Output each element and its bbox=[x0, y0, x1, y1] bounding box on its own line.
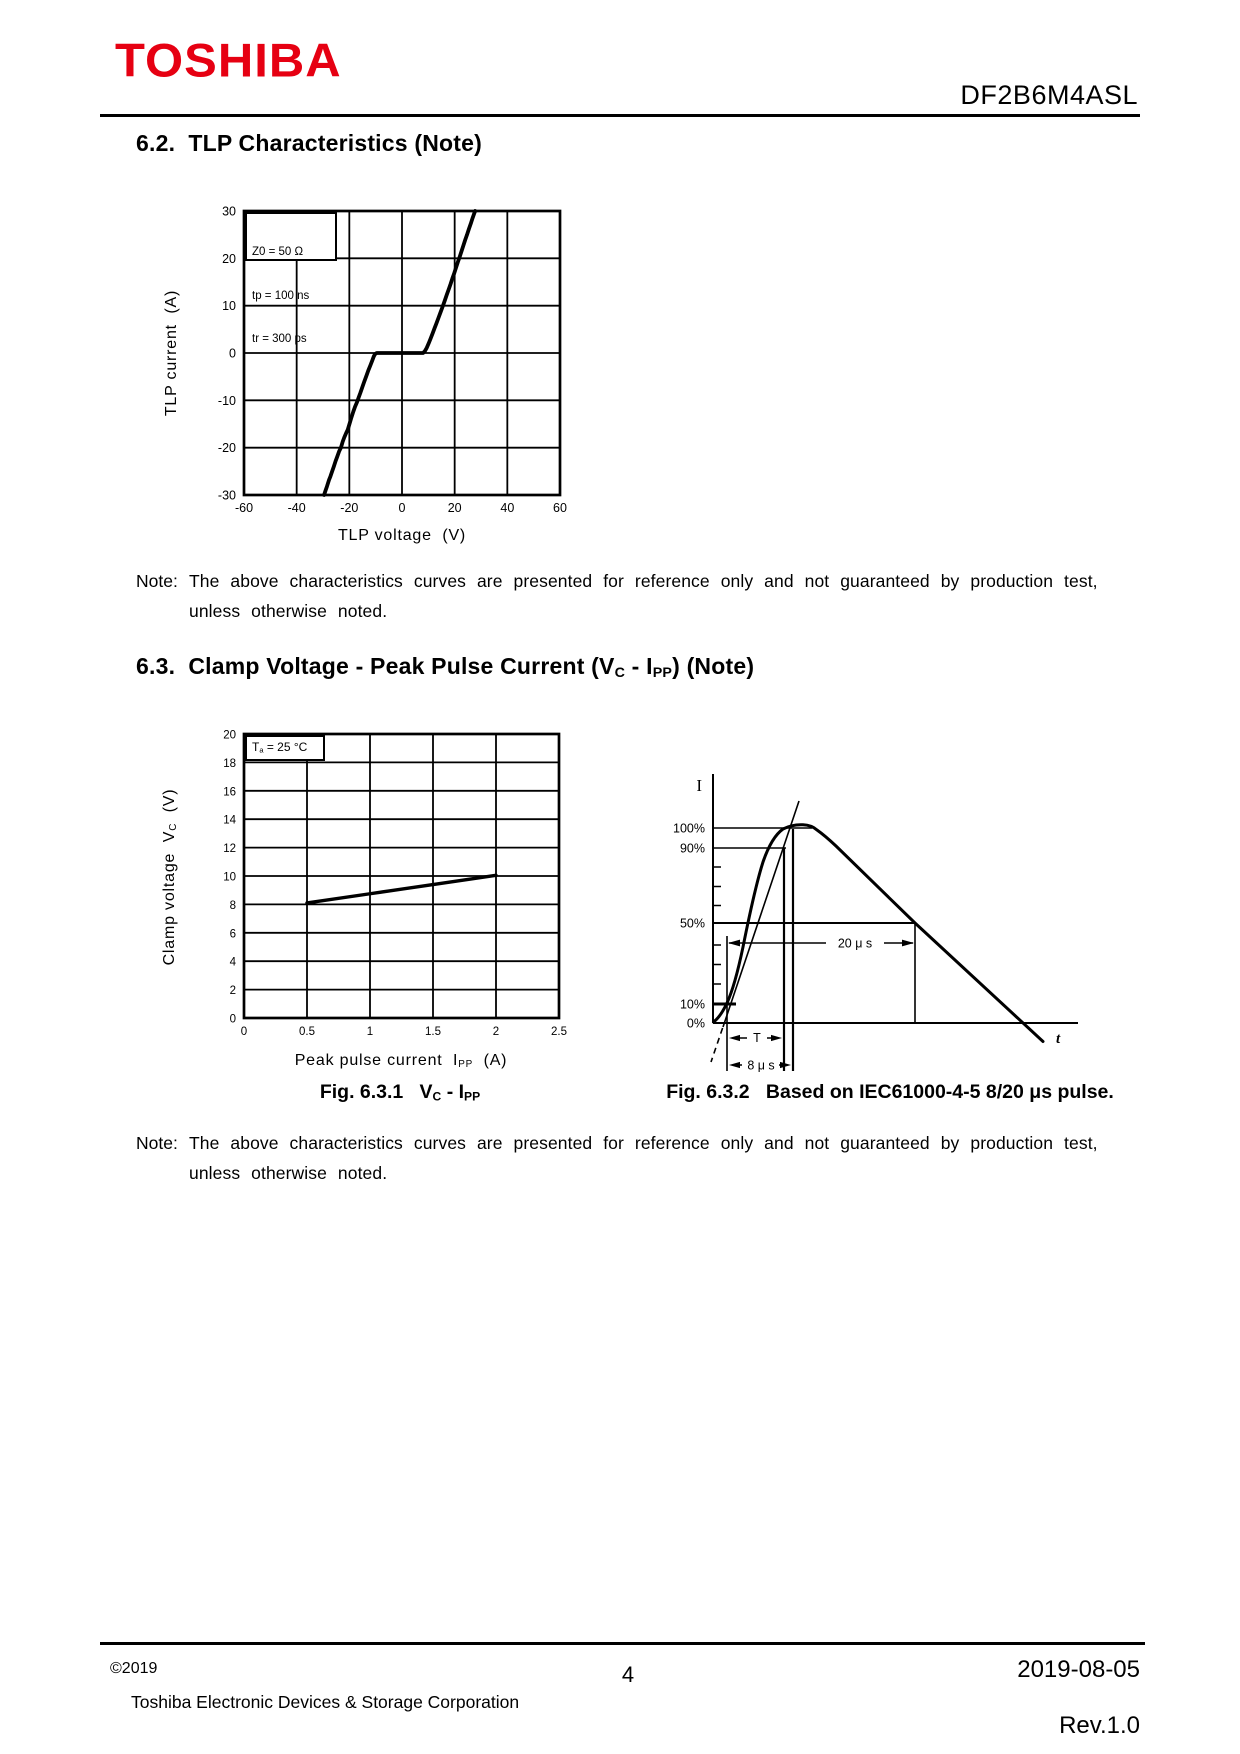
toshiba-logo: TOSHIBA bbox=[115, 35, 342, 87]
pct-label-10: 10% bbox=[679, 997, 705, 1012]
note2-line2: unless otherwise noted. bbox=[189, 1163, 388, 1183]
y-tick-label: 20 bbox=[222, 251, 236, 266]
pct-label-0: 0% bbox=[686, 1016, 705, 1031]
x-tick-label: 20 bbox=[447, 501, 462, 515]
dim-8us-arrow-right bbox=[780, 1062, 791, 1068]
part-number: DF2B6M4ASL bbox=[960, 80, 1138, 110]
x-tick-label: 60 bbox=[553, 501, 567, 515]
dim-8us-arrow-left bbox=[729, 1062, 740, 1068]
footer-revision: Rev.1.0 bbox=[1059, 1712, 1140, 1739]
tlp-x-axis-title: TLP voltage (V) bbox=[337, 527, 467, 544]
y-tick-label: 0 bbox=[229, 1013, 236, 1026]
y-tick-label: 12 bbox=[223, 843, 236, 856]
vc-conditions-box: Ta = 25 °C bbox=[245, 735, 325, 761]
y-tick-label: 20 bbox=[223, 729, 236, 742]
x-tick-label: -40 bbox=[287, 501, 306, 515]
y-tick-label: 2 bbox=[229, 985, 236, 998]
x-tick-label: 1 bbox=[366, 1026, 374, 1038]
x-tick-label: 40 bbox=[500, 501, 515, 515]
footer-company: Toshiba Electronic Devices & Storage Corporation bbox=[131, 1692, 520, 1712]
x-tick-label: 2.5 bbox=[551, 1026, 567, 1038]
y-tick-label: -20 bbox=[217, 441, 236, 456]
x-tick-label: 0 bbox=[240, 1026, 248, 1038]
y-tick-label: 4 bbox=[229, 956, 236, 969]
footer-page-number: 4 bbox=[621, 1662, 635, 1687]
note1-line1: The above characteristics curves are presented for reference only and not guaranteed by production test, bbox=[189, 571, 1098, 591]
x-tick-label: 2 bbox=[492, 1026, 500, 1038]
vc-x-axis-title: Peak pulse current IPP (A) bbox=[294, 1052, 508, 1071]
y-tick-label: 10 bbox=[223, 871, 236, 884]
x-tick-label: 0 bbox=[398, 501, 406, 515]
tangent-line-dashed bbox=[711, 1028, 723, 1062]
y-tick-label: 18 bbox=[223, 757, 236, 770]
y-tick-label: 30 bbox=[222, 204, 236, 219]
y-tick-label: 16 bbox=[223, 786, 236, 799]
dim-t-arrow-left bbox=[729, 1035, 740, 1041]
note1-label: Note: bbox=[136, 571, 178, 591]
y-tick-label: 8 bbox=[229, 899, 236, 912]
dim-t-label: T bbox=[753, 1031, 761, 1045]
fig-631-caption: Fig. 6.3.1 VC - IPP bbox=[319, 1081, 481, 1104]
tlp-condition-tr: tr = 300 ps bbox=[252, 333, 307, 345]
dim-20us-arrow-right bbox=[902, 940, 914, 947]
section-6-3-number: 6.3. bbox=[136, 653, 176, 679]
pct-label-100: 100% bbox=[673, 821, 705, 836]
footer-rule bbox=[100, 1642, 1145, 1645]
header-rule bbox=[100, 114, 1140, 117]
tlp-condition-z0: Z0 = 50 Ω bbox=[252, 246, 304, 258]
note2-line1: The above characteristics curves are presented for reference only and not guaranteed by production test, bbox=[189, 1133, 1098, 1153]
vc-y-axis-title: Clamp voltage VC (V) bbox=[161, 788, 180, 966]
surge-y-axis-label: I bbox=[696, 776, 702, 795]
y-axis-minor-ticks bbox=[713, 867, 721, 984]
x-tick-label: -20 bbox=[340, 501, 359, 515]
tlp-y-axis-title: TLP current (A) bbox=[163, 289, 180, 417]
dim-8us-label: 8 μ s bbox=[747, 1058, 775, 1073]
y-tick-label: -10 bbox=[217, 393, 236, 408]
y-tick-label: -30 bbox=[217, 488, 236, 503]
x-tick-label: 0.5 bbox=[299, 1026, 315, 1038]
note1-line2: unless otherwise noted. bbox=[189, 601, 388, 621]
y-tick-label: 6 bbox=[229, 928, 236, 941]
x-tick-label: 1.5 bbox=[425, 1026, 441, 1038]
dim-20us-arrow-left bbox=[728, 940, 740, 947]
pct-label-90: 90% bbox=[679, 841, 705, 856]
tlp-condition-tp: tp = 100 ns bbox=[252, 289, 310, 302]
x-tick-label: -60 bbox=[234, 501, 254, 515]
y-tick-label: 0 bbox=[229, 346, 236, 361]
section-6-2-title: 6.2. TLP Characteristics (Note) bbox=[136, 130, 482, 156]
y-tick-label: 14 bbox=[223, 814, 236, 827]
footer-copyright: ©2019 bbox=[110, 1660, 158, 1677]
surge-waveform-diagram bbox=[620, 755, 1120, 1075]
y-tick-label: 10 bbox=[222, 299, 236, 314]
tangent-line bbox=[723, 801, 799, 1027]
surge-t-axis-label: t bbox=[1056, 1031, 1061, 1047]
pct-label-50: 50% bbox=[679, 916, 705, 931]
tlp-characteristics-chart bbox=[150, 175, 590, 560]
vc-ipp-chart bbox=[150, 715, 590, 1045]
note2-label: Note: bbox=[136, 1133, 178, 1153]
footer-date: 2019-08-05 bbox=[1017, 1656, 1140, 1683]
dim-t-arrow-right bbox=[771, 1035, 782, 1041]
surge-current-curve bbox=[714, 825, 1044, 1042]
dim-20us-label: 20 μ s bbox=[837, 936, 873, 951]
fig-632-caption: Fig. 6.3.2 Based on IEC61000-4-5 8/20 μs pulse. bbox=[666, 1081, 1114, 1103]
tlp-conditions-box bbox=[245, 212, 337, 345]
section-6-3-title: 6.3. Clamp Voltage - Peak Pulse Current (VC - IPP) (Note) bbox=[136, 653, 755, 682]
data-curve bbox=[307, 875, 496, 903]
